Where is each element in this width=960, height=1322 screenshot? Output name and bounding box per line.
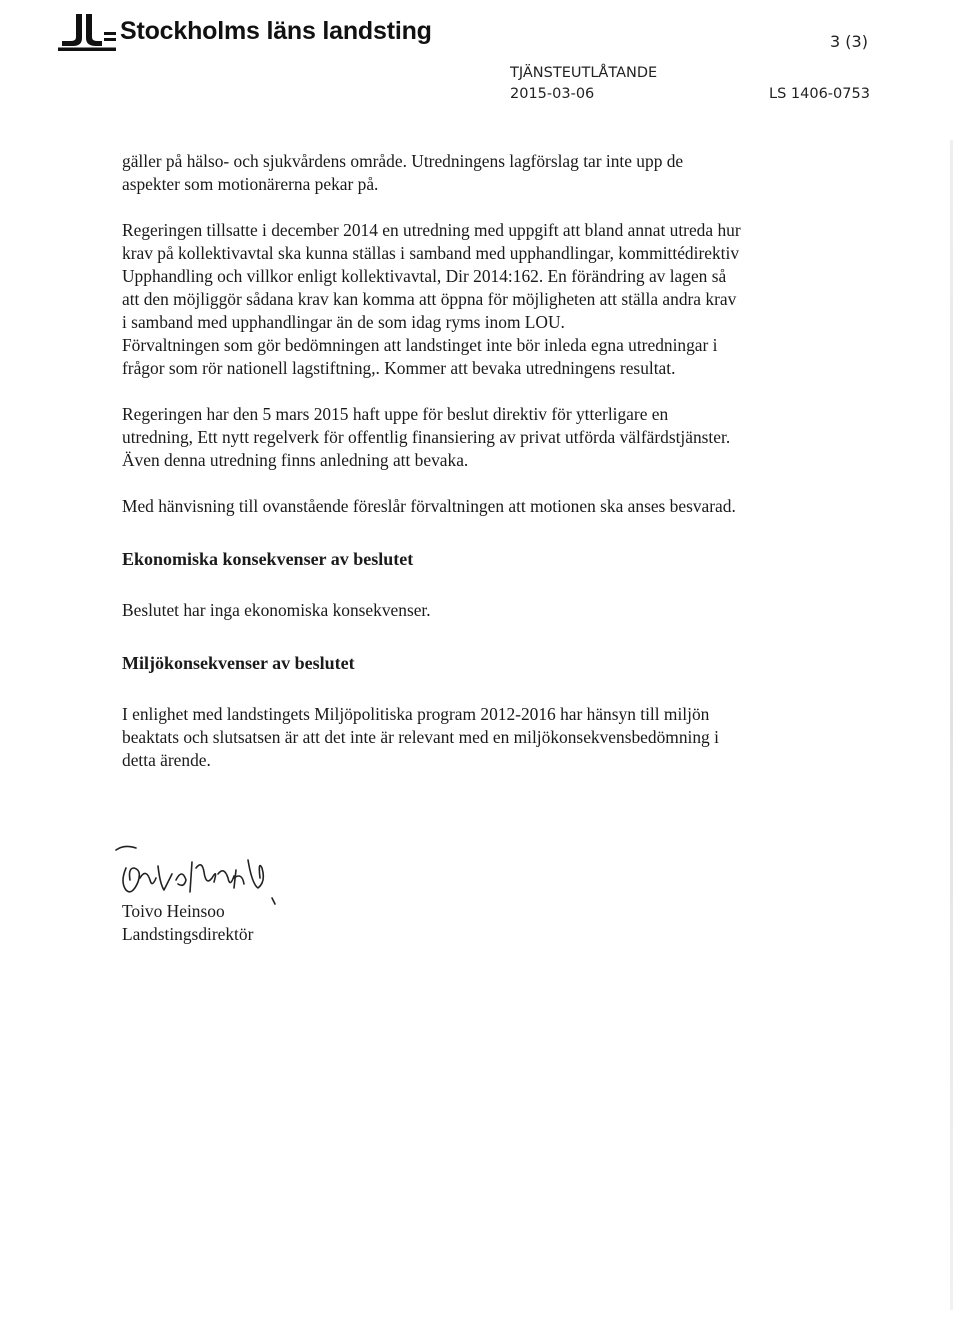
page-number: 3 (3) [830, 32, 868, 51]
signatory-block [122, 900, 253, 946]
sll-logo-icon [56, 10, 118, 52]
document-type: TJÄNSTEUTLÅTANDE [510, 65, 658, 81]
paragraph-4: Regeringen har den 5 mars 2015 haft uppe för beslut direktiv för ytterligare en utredning, Ett nytt regelverk för offentlig finansiering av privat utförda välfärdstjänster. Även denna utredning finns anledning att bevaka. [122, 404, 731, 470]
paragraph-5: Med hänvisning till ovanstående föreslår förvaltningen att motionen ska anses besvarad. [122, 496, 736, 516]
organization-name: Stockholms läns landsting [120, 16, 432, 45]
organization-logo [56, 10, 432, 52]
heading-environmental-consequences: Miljökonsekvenser av beslutet [122, 653, 355, 673]
signatory-title: Landstingsdirektör [122, 924, 254, 944]
paragraph-1: gäller på hälso- och sjukvårdens område. Utredningens lagförslag tar inte upp de aspekter som motionärerna pekar på. [122, 151, 684, 194]
paragraph-2: Regeringen tillsatte i december 2014 en utredning med uppgift att bland annat utreda hur krav på kollektivavtal ska kunna ställas i samband med upphandlingar, kommittédirektiv Upphandling och villkor enligt kollektivavtal, Dir 2014:162. En förändring av lagen så att den möjliggör sådana krav kan komma att öppna för möjligheten att ställa andra krav i samband med upphandlingar än de som idag ryms inom LOU. [122, 220, 741, 332]
paragraph-7: I enlighet med landstingets Miljöpolitiska program 2012-2016 har hänsyn till miljön beaktats och slutsatsen är att det inte är relevant med en miljökonsekvensbedömning i detta ärende. [122, 704, 719, 770]
paragraph-6: Beslutet har inga ekonomiska konsekvenser. [122, 600, 431, 620]
document-reference: LS 1406-0753 [769, 86, 870, 102]
scan-edge [950, 140, 953, 1310]
document-header [0, 0, 960, 110]
heading-economic-consequences: Ekonomiska konsekvenser av beslutet [122, 549, 414, 569]
paragraph-3: Förvaltningen som gör bedömningen att landstinget inte bör inleda egna utredningar i frågor som rör nationell lagstiftning,. Kommer att bevaka utredningens resultat. [122, 335, 718, 378]
document-date: 2015-03-06 [510, 86, 595, 102]
document-body [122, 150, 742, 772]
signatory-name: Toivo Heinsoo [122, 901, 225, 921]
